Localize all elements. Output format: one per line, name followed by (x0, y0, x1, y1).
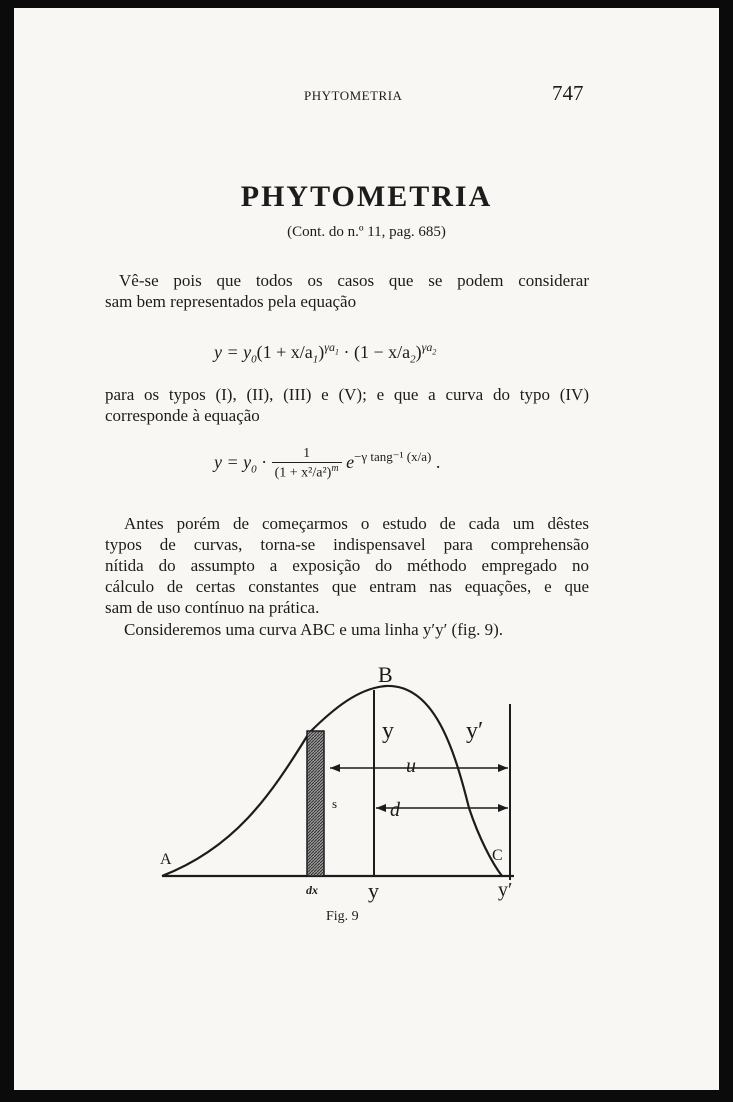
paragraph-3-line-3: nítida do assumpto a exposição do méthodo empregado no (105, 556, 589, 575)
curve-abc (162, 686, 502, 876)
eq1-dot: · (343, 342, 350, 362)
eq1-close1: ) (318, 342, 325, 362)
eq2-period: . (435, 451, 441, 472)
eq1-exp1-sub: 1 (335, 347, 339, 357)
eq2-exponent: −γ tang⁻¹ (x/a) (354, 448, 432, 464)
eq1-exp2-text: γa (421, 340, 433, 354)
label-d: d (390, 799, 400, 821)
strip-dx (307, 731, 324, 876)
label-y-prime-upper: y′ (466, 718, 484, 744)
paragraph-4: Consideremos uma curva ABC e uma linha y′y′ (fig. 9). (124, 620, 504, 639)
eq2-denominator-text: (1 + x²/a²) (274, 465, 332, 481)
figure-caption: Fig. 9 (326, 909, 359, 924)
continuation-note: (Cont. do n.º 11, pag. 685) (287, 224, 446, 240)
eq1-lhs: y = y (214, 342, 252, 362)
eq1-exp1-text: γa (324, 340, 335, 354)
paragraph-1-line-2: sam bem representados pela equação (105, 292, 357, 311)
label-c: C (492, 847, 503, 864)
label-dx: dx (306, 883, 318, 897)
eq2-sub0: 0 (251, 463, 257, 476)
eq1-factor1: (1 + x/a (256, 342, 313, 362)
eq1-sub2: 2 (410, 353, 416, 366)
page-number: 747 (552, 81, 584, 105)
paragraph-3-line-5: sam de uso contínuo na prática. (105, 598, 320, 617)
arrow-d-head-right (498, 804, 508, 812)
paragraph-3-line-2: typos de curvas, torna-se indispensavel para comprehensão (105, 535, 589, 554)
eq2-denominator-exp: m (331, 463, 339, 474)
eq2-lhs: y = y (214, 451, 252, 472)
running-head: PHYTOMETRIA (304, 88, 403, 103)
arrow-u-head-right (498, 764, 508, 772)
figure-9-diagram (14, 8, 719, 1090)
label-a: A (160, 851, 172, 868)
eq1-factor2: (1 − x/a (354, 342, 411, 362)
eq2-numerator: 1 (272, 446, 342, 463)
eq2-e: e (346, 451, 355, 472)
paragraph-2-line-2: corresponde à equação (105, 406, 260, 425)
label-b: B (378, 662, 393, 687)
arrow-d-head-left (376, 804, 386, 812)
eq1-sub0: 0 (251, 353, 257, 366)
eq1-close2: ) (415, 342, 422, 362)
eq1-sub1: 1 (312, 353, 319, 366)
eq1-exp2-sub: 2 (432, 347, 437, 357)
label-y-upper: y (382, 718, 394, 744)
label-s: s (332, 796, 338, 811)
eq2-dot: · (261, 451, 268, 472)
paragraph-1-line-1: Vê-se pois que todos os casos que se podem considerar (119, 271, 589, 290)
paragraph-2-line-1: para os typos (I), (II), (III) e (V); e que a curva do typo (IV) (105, 385, 589, 404)
label-y-lower: y (368, 878, 379, 903)
paragraph-3-line-1: Antes porém de começarmos o estudo de cada um dêstes (124, 514, 589, 533)
book-page (14, 8, 719, 1090)
article-title: PHYTOMETRIA (240, 180, 493, 213)
paragraph-3-line-4: cálculo de certas constantes que entram nas equações, e que (105, 577, 589, 596)
label-y-prime-lower: y′ (498, 879, 513, 901)
arrow-u-head-left (330, 764, 340, 772)
label-u: u (406, 755, 416, 777)
